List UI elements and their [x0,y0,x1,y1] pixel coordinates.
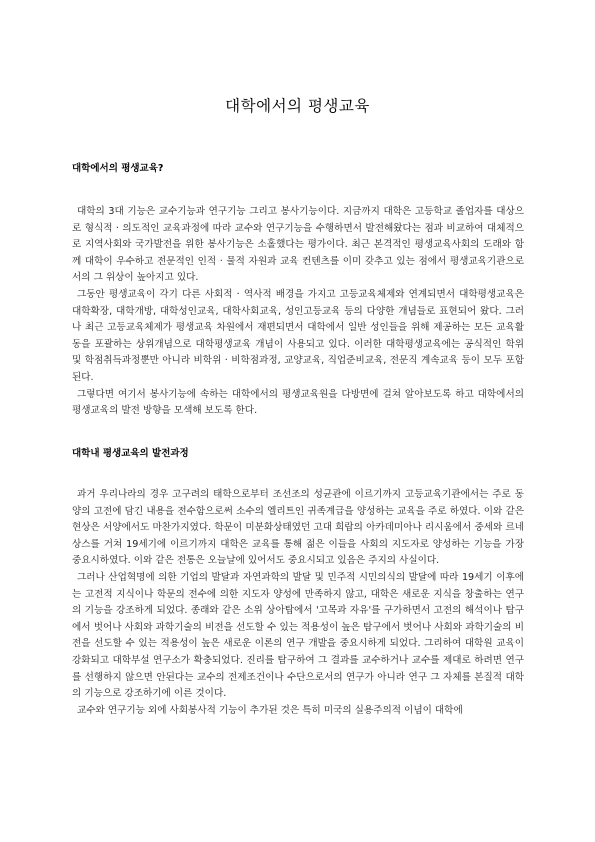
document-title: 대학에서의 평생교육 [225,97,370,115]
paragraph: 과거 우리나라의 경우 고구려의 태학으로부터 조선조의 성균관에 이르기까지 고등교육기관에서는 주로 동양의 고전에 담긴 내용을 전수함으로써 소수의 엘리트인 귀족계급을 양성하는 교육을 주로 하였다. 이와 같은 현상은 서양에서도 마찬가지였다. 학문이 미분화상태였던 고대 희랍의 아카데미아나 리시움에서 중세와 르네상스를 거쳐 19세기에 이르기까지 대학은 교육를 통해 젊은 이들을 사회의 지도자로 양성하는 기능을 가장 중요시하였다. 이와 같은 전통은 오늘날에 있어서도 중요시되고 있음은 주지의 사실이다. [72,489,524,567]
section-body-development [72,487,524,719]
section-heading-development: 대학내 평생교육의 발전과정 [72,448,189,459]
paragraph: 그동안 평생교육이 각기 다른 사회적 · 역사적 배경을 가지고 고등교육체제와 연계되면서 대학평생교육은 대학확장, 대학개방, 대학성인교육, 대학사회교육, 성인고등교육 등의 다양한 개념들로 표현되어 왔다. 그러나 최근 고등교육체제가 평생교육 차원에서 재편되면서 대학에서 일반 성인들을 위해 제공하는 모든 교육활동을 포괄하는 상위개념으로 대학평생교육 개념이 사용되고 있다. 이러한 대학평생교육에는 공식적인 학위 및 학점취득과정뿐만 아니라 비학위 · 비학점과정, 교양교육, 직업준비교육, 전문직 계속교육 등이 모두 포함된다. [72,288,524,383]
section-body-intro [72,204,524,420]
section-heading-intro: 대학에서의 평생교육? [72,163,164,174]
paragraph: 그러나 산업혁명에 의한 기업의 발달과 자연과학의 발달 및 민주적 시민의식의 발달에 따라 19세기 이후에는 고전적 지식이나 학문의 전수에 의한 지도자 양성에 만족하지 않고, 대학은 새로운 지식을 창출하는 연구의 기능을 강조하게 되었다. 종래와 같은 소위 상아탑에서 '고목과 자유'를 구가하면서 고전의 해석이나 탐구에서 벗어나 사회와 과학기술의 비전을 선도할 수 있는 적용성이 높은 탐구에서 벗어나 사회와 과학기술의 비전을 선도할 수 있는 적용성이 높은 새로운 이론의 연구 개발을 중요시하게 되었다. 그리하여 대학원 교육이 강화되고 대학부설 연구소가 확충되었다. 진리를 탐구하여 그 결과를 교수하거나 교수를 제대로 하려면 연구를 선행하지 않으면 안된다는 교수의 전제조건이나 수단으로서의 연구가 아니라 연구 그 자체를 본질적 대학의 기능으로 강조하기에 이른 것이다. [72,571,524,700]
paragraph: 그렇다면 여기서 봉사기능에 속하는 대학에서의 평생교육원을 다방면에 걸쳐 알아보도록 하고 대학에서의 평생교육의 발전 방향을 모색해 보도록 한다. [72,388,524,417]
paragraph: 대학의 3대 기능은 교수기능과 연구기능 그리고 봉사기능이다. 지금까지 대학은 고등학교 졸업자를 대상으로 형식적 · 의도적인 교육과정에 따라 교수와 연구기능을 수행하면서 발전해왔다는 점과 비교하여 대체적으로 지역사회와 국가발전을 위한 봉사기능은 소홀했다는 평가이다. 최근 본격적인 평생교육사회의 도래와 함께 대학이 우수하고 전문적인 인적 · 물적 자원과 교육 컨텐츠를 이미 갖추고 있는 점에서 평생교육기관으로서의 그 위상이 높아지고 있다. [72,206,524,284]
paragraph: 교수와 연구기능 외에 사회봉사적 기능이 추가된 것은 특히 미국의 실용주의적 이념이 대학에 [77,704,463,716]
